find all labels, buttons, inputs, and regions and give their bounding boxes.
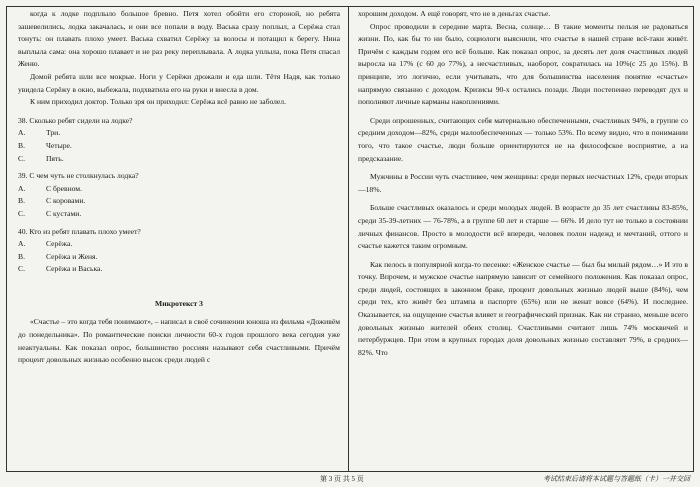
- article-paragraph: Опрос проводили в середине марта. Весна, солнце… В такие моменты пельзя не радоваться жизни. По, как бы то ни было, социологи выяснили, что счастье в нашей стране всё-таки живёт. Причём с каждым годом его всё больше. Как показал опрос, за десять лет доля счастливых людей выросла на 17% (с 60 до 77%), а несчастливых, наоборот, сократилась на 10%(с 25 до 15%). В принципе, это логично, если учитывать, что для большинства населения понятие «счастье» напрямую связанно с доходом. Кризисы 90-х остались позади. Люди постепенно переводят дух и пополняют личные карманы накоплениями.: [358, 21, 688, 107]
- article-paragraph: Мужчины в России чуть счастливее, чем женщины: среди первых несчастных 12%, среди вторых—18%.: [358, 172, 688, 194]
- answer-option[interactable]: A. Три.: [18, 128, 61, 138]
- section-paragraph: «Счастье – это когда тебя понимают», – написал в своё сочинении юноша из фильма «Доживём до понедельника». По романтические поиски личности 60-х годов прошлого века сегодня уже неактуальны. Как показал опрос, большинство россиян называют себя счастливыми. Причём процент довольных жизнью особенно высок среди людей с: [18, 317, 340, 365]
- right-column: [358, 8, 688, 359]
- story-paragraph: когда к лодке подплыло большое бревно. Петя хотел обойти его стороной, но ребята зашевелились, лодка закачалась, и они все попали в воду. Васька сразу поплыл, а Серёжа стал тонуть: он плавать плохо умеет. Васька схватил Серёжу за волосы и потащил к берегу. Нина выплыла сама: она хорошо плавает и не раз реку переплывала. А лодка уплыла, пока Петя спасал Женю.: [18, 9, 340, 69]
- article-paragraph: хорошим доходом. А ещё говорят, что не в деньгах счастье.: [358, 9, 551, 18]
- answer-option[interactable]: C. Пять.: [18, 153, 64, 163]
- answer-option[interactable]: A. С бревном.: [18, 183, 82, 193]
- column-divider: [348, 6, 349, 472]
- section-title: Микротекст 3: [155, 298, 203, 308]
- story-paragraph: Домой ребята шли все мокрые. Ноги у Серёжи дрожали и еда шли. Тётя Надя, как только увидела Серёжу в окно, выбежала, подхватила его на руки и внесла в дом.: [18, 71, 340, 94]
- answer-option[interactable]: B. Четыре.: [18, 140, 72, 150]
- story-paragraph: К ним приходил доктор. Только зря он приходил: Серёжа всё равно не заболел.: [30, 97, 286, 107]
- question-text: 38. Сколько ребят сидели на лодке?: [18, 115, 133, 125]
- answer-option[interactable]: A. Серёжа.: [18, 239, 73, 249]
- page-footer: [0, 474, 700, 486]
- question-38: [18, 115, 340, 165]
- question-text: 40. Кто из ребят плавать плохо умеет?: [18, 226, 141, 236]
- question-40: [18, 226, 340, 276]
- footer-note: 考试结束后请将本试题与答题纸（卡）一并交回: [543, 475, 690, 483]
- page-number: 第 3 页 共 5 页: [320, 475, 364, 483]
- article-paragraph: Больше счастливых оказалось и среди молодых людей. В возрасте до 35 лет счастливы 83-85%, среди 35-39-летних — 76-78%, а в группе 60 лет и старше — 66%. И дело тут не только в состоянии личных финансов. Просто в молодости всё впереди, человек полон надежд и мечтаний, оттого и счастье кажется таким огромным.: [358, 203, 688, 251]
- answer-option[interactable]: C. С кустами.: [18, 208, 82, 218]
- article-paragraph: Среди опрошенных, считающих себя материально обеспеченными, счастливых 94%, в группе со средним доходом—82%, среди малообеспеченных — только 53%. По всему видно, что в понимании того, что такое счастье, люди больше ориентируются не на философское восприятие, а на предсказание.: [358, 115, 688, 163]
- left-column: [18, 8, 340, 367]
- question-text: 39. С чем чуть не столкнулась лодка?: [18, 171, 139, 181]
- answer-option[interactable]: B. С коровами.: [18, 196, 86, 206]
- answer-option[interactable]: B. Серёжа и Женя.: [18, 251, 98, 261]
- answer-option[interactable]: C. Серёжа и Васька.: [18, 264, 103, 274]
- question-39: [18, 170, 340, 220]
- article-paragraph: Как пелось в популярной когда-то песенке: «Женское счастье — был бы милый рядом…» И это в точку. Впрочем, и мужское счастье напрямую зависит от семейного положения. Как показал опрос, среди людей, состоящих в законном браке, процент довольных жизнью людей выше (84%), чем среди тех, кто живёт без штампа в паспорте (65%) или не женат вовсе (64%). И последнее. Оказывается, на ощущение счастья влияет и географический признак. Как ни странно, меньше всего довольных жизнью жителей обеих столиц. Счастливыми считают лишь 74% москвичей и петербуржцев. При этом в крупных городах доля довольных жизнью составляет 79%, в средних—82%. Что: [358, 259, 688, 357]
